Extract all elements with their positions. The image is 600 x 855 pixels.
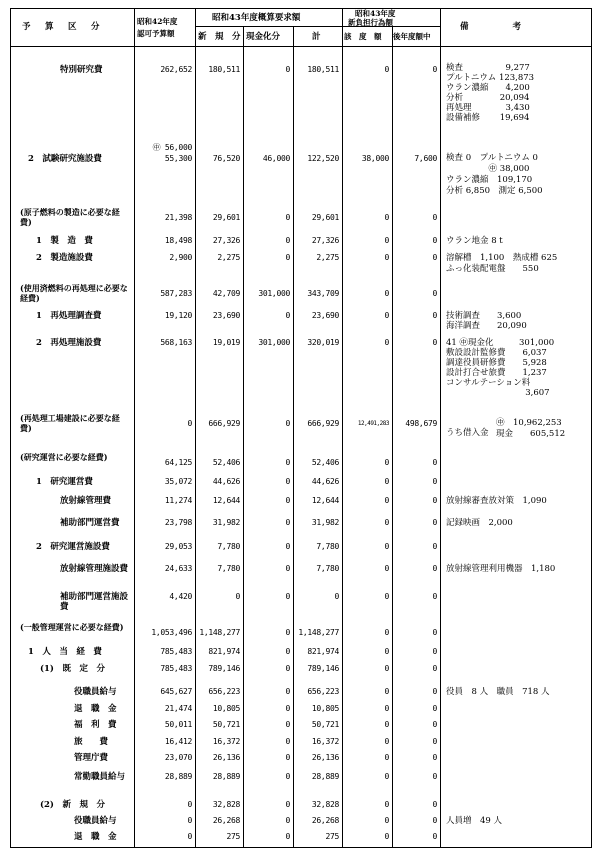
cell-cash: 0: [285, 647, 290, 656]
cell-next: 0: [432, 816, 437, 825]
remark-line: 再処理 3,430: [446, 103, 530, 113]
header-this-year: 該 度 額: [344, 32, 382, 41]
cell-cash: 0: [285, 253, 290, 262]
row-label: 1 人 当 経 費: [28, 647, 102, 657]
cell-prev: 785,483: [160, 647, 192, 656]
cell-cash: 46,000: [262, 154, 290, 163]
remark-line: 設備補修 19,694: [446, 113, 530, 123]
cell-prev: 50,011: [164, 720, 192, 729]
remark-line: 41 ㊥現金化 301,000: [446, 338, 555, 348]
remarks-r15: 放射線管理利用機器 1,180: [446, 564, 556, 574]
row-label: 役職員給与: [74, 816, 117, 826]
row-label: 2 製造施設費: [36, 253, 93, 263]
remarks-r13: 記録映画 2,000: [446, 518, 513, 528]
cell-prev: 35,072: [164, 477, 192, 486]
cell-prev: 0: [187, 832, 192, 841]
cell-new: 656,223: [208, 687, 240, 696]
cell-cur: 0: [384, 720, 389, 729]
row-label: (再処理工場建設に必要な経費): [20, 413, 120, 433]
header-mid-rule: [195, 26, 440, 27]
cell-next: 0: [432, 628, 437, 637]
row-label: (一般管理運営に必要な経費): [20, 622, 124, 632]
cell-new: 12,644: [212, 496, 240, 505]
remark-line: 設計打合せ旅費 1,237: [446, 368, 547, 378]
cell-new: 26,136: [212, 753, 240, 762]
cell-cash: 0: [285, 704, 290, 713]
cell-new: 42,709: [212, 289, 240, 298]
remark-line: ㊥ 38,000: [446, 164, 530, 174]
remark-line: 海洋調査 20,090: [446, 321, 527, 331]
cell-prev: 785,483: [160, 664, 192, 673]
cell-prev-note: ㊥ 56,000: [152, 143, 192, 152]
remark-line: ㊥ 10,962,253: [496, 418, 562, 428]
cell-cur: 0: [384, 496, 389, 505]
row-label: (使用済燃料の再処理に必要な経費): [20, 283, 128, 303]
cell-cash: 0: [285, 800, 290, 809]
header-new: 新 規 分: [198, 32, 241, 42]
cell-total: 26,136: [311, 753, 339, 762]
header-request-title: 昭和43年度概算要求額: [212, 13, 301, 23]
cell-total: 52,406: [311, 458, 339, 467]
cell-cash: 0: [285, 65, 290, 74]
remark-line: 3,607: [446, 388, 550, 398]
cell-cash: 0: [285, 628, 290, 637]
cell-next: 0: [432, 236, 437, 245]
cell-cash: 0: [285, 496, 290, 505]
row-label: 管理庁費: [74, 753, 109, 763]
remark-line: 検査 0 プルトニウム 0: [446, 153, 538, 163]
remarks-r4: ウラン地金 8 t: [446, 236, 503, 246]
remark-line: 敷設設計監修費 6,037: [446, 348, 547, 358]
cell-total: 656,223: [307, 687, 339, 696]
remarks-r9-label: うち借入金: [446, 428, 489, 438]
cell-next: 0: [432, 832, 437, 841]
cell-total: 16,372: [311, 737, 339, 746]
cell-new: 26,268: [212, 816, 240, 825]
cell-prev: 64,125: [164, 458, 192, 467]
row-label: (1) 既 定 分: [40, 664, 105, 674]
cell-prev: 28,889: [164, 772, 192, 781]
cell-new: 10,805: [212, 704, 240, 713]
row-label: 2 研究運営施設費: [36, 542, 110, 552]
cell-cash: 0: [285, 213, 290, 222]
cell-new: 789,146: [208, 664, 240, 673]
cell-total: 29,601: [311, 213, 339, 222]
remarks-r12: 放射線審査放対策 1,090: [446, 496, 547, 506]
row-label: 常勤職員給与: [74, 772, 126, 782]
remark-line: プルトニウム 123,873: [446, 73, 535, 83]
cell-prev: 568,163: [160, 338, 192, 347]
cell-cash: 0: [285, 477, 290, 486]
cell-cur: 0: [384, 289, 389, 298]
cell-cash: 0: [285, 564, 290, 573]
cell-cash: 0: [285, 753, 290, 762]
cell-cash: 301,000: [258, 289, 290, 298]
cell-prev: 23,070: [164, 753, 192, 762]
row-label: 2 試験研究施設費: [28, 154, 102, 164]
cell-next: 0: [432, 687, 437, 696]
cell-cur: 0: [384, 647, 389, 656]
cell-next: 0: [432, 542, 437, 551]
cell-total: 275: [325, 832, 339, 841]
row-label: 退 職 金: [74, 704, 117, 714]
cell-next: 0: [432, 772, 437, 781]
cell-cash: 0: [285, 236, 290, 245]
cell-new: 52,406: [212, 458, 240, 467]
cell-cur: 0: [384, 800, 389, 809]
cell-cur: 0: [384, 753, 389, 762]
cell-cur: 0: [384, 518, 389, 527]
cell-cur: 0: [384, 564, 389, 573]
cell-cur: 0: [384, 687, 389, 696]
cell-total: 122,520: [307, 154, 339, 163]
row-label: 放射線管理施設費: [60, 564, 129, 574]
cell-next: 0: [432, 311, 437, 320]
cell-total: 343,709: [307, 289, 339, 298]
row-label: 福 利 費: [74, 720, 117, 730]
row-label: (原子燃料の製造に必要な経費): [20, 207, 120, 227]
cell-next: 0: [432, 477, 437, 486]
remark-line: 分析 6,850 測定 6,500: [446, 186, 543, 196]
cell-total: 23,690: [311, 311, 339, 320]
cell-cash: 0: [285, 458, 290, 467]
cell-new: 76,520: [212, 154, 240, 163]
row-label: (2) 新 規 分: [40, 800, 105, 810]
cell-new: 16,372: [212, 737, 240, 746]
header-cash: 現金化分: [246, 32, 281, 42]
cell-next: 7,600: [414, 154, 437, 163]
cell-cash: 0: [285, 816, 290, 825]
cell-total: 50,721: [311, 720, 339, 729]
cell-total: 12,644: [311, 496, 339, 505]
row-label: 役職員給与: [74, 687, 117, 697]
cell-cash: 0: [285, 518, 290, 527]
cell-next: 0: [432, 458, 437, 467]
remark-line: ウラン濃縮 109,170: [446, 175, 533, 185]
remark-line: コンサルテーション料: [446, 378, 531, 388]
cell-prev: 21,398: [164, 213, 192, 222]
cell-next: 0: [432, 65, 437, 74]
cell-next: 0: [432, 753, 437, 762]
cell-prev: 24,633: [164, 564, 192, 573]
cell-next: 0: [432, 253, 437, 262]
header-prev-budget-1: 昭和42年度: [137, 17, 178, 26]
cell-next: 0: [432, 496, 437, 505]
cell-prev: 11,274: [164, 496, 192, 505]
cell-total: 180,511: [307, 65, 339, 74]
cell-new: 821,974: [208, 647, 240, 656]
cell-cur: 0: [384, 236, 389, 245]
cell-cur: 0: [384, 704, 389, 713]
cell-total: 1,148,277: [298, 628, 339, 637]
cell-next: 0: [432, 518, 437, 527]
cell-next: 498,679: [405, 419, 437, 428]
cell-new: 28,889: [212, 772, 240, 781]
cell-prev: 16,412: [164, 737, 192, 746]
remarks-r20: 役員 8 人 職員 718 人: [446, 687, 550, 697]
cell-cash: 0: [285, 687, 290, 696]
cell-prev: 262,652: [160, 65, 192, 74]
cell-next: 0: [432, 592, 437, 601]
cell-cur: 0: [384, 213, 389, 222]
header-category: 予 算 区 分: [22, 22, 103, 32]
cell-total: 26,268: [311, 816, 339, 825]
cell-cash: 0: [285, 419, 290, 428]
cell-new: 1,148,277: [199, 628, 240, 637]
cell-next: 0: [432, 213, 437, 222]
cell-total: 0: [334, 592, 339, 601]
cell-total: 10,805: [311, 704, 339, 713]
cell-new: 0: [235, 592, 240, 601]
cell-new: 180,511: [208, 65, 240, 74]
header-total: 計: [312, 32, 321, 42]
cell-next: 0: [432, 338, 437, 347]
cell-prev: 29,053: [164, 542, 192, 551]
cell-total: 7,780: [316, 542, 339, 551]
cell-total: 789,146: [307, 664, 339, 673]
cell-next: 0: [432, 289, 437, 298]
col-line: [440, 8, 441, 848]
cell-cur: 0: [384, 832, 389, 841]
cell-cur: 0: [384, 628, 389, 637]
cell-prev: 1,053,496: [151, 628, 192, 637]
cell-total: 27,326: [311, 236, 339, 245]
cell-prev: 55,300: [164, 154, 192, 163]
header-debt-title-2: 新負担行為額: [348, 18, 393, 27]
row-label: 補助部門運営費: [60, 518, 120, 528]
cell-prev: 0: [187, 816, 192, 825]
cell-next: 0: [432, 720, 437, 729]
cell-new: 27,326: [212, 236, 240, 245]
cell-new: 2,275: [217, 253, 240, 262]
cell-prev: 0: [187, 419, 192, 428]
header-next-year: 後年度額中: [393, 32, 431, 41]
cell-cash: 0: [285, 737, 290, 746]
cell-total: 31,982: [311, 518, 339, 527]
cell-total: 7,780: [316, 564, 339, 573]
cell-prev: 4,420: [169, 592, 192, 601]
cell-new: 50,721: [212, 720, 240, 729]
cell-cur: 0: [384, 737, 389, 746]
remark-line: 調達役員研修費 5,928: [446, 358, 547, 368]
cell-next: 0: [432, 647, 437, 656]
remark-line: 現金 605,512: [496, 429, 566, 439]
cell-cash: 0: [285, 832, 290, 841]
cell-total: 44,626: [311, 477, 339, 486]
cell-new: 32,828: [212, 800, 240, 809]
cell-cur: 0: [384, 477, 389, 486]
cell-cur: 0: [384, 338, 389, 347]
cell-prev: 2,900: [169, 253, 192, 262]
cell-cur: 12,491,283: [357, 420, 389, 427]
cell-total: 666,929: [307, 419, 339, 428]
cell-new: 29,601: [212, 213, 240, 222]
cell-cash: 0: [285, 664, 290, 673]
cell-next: 0: [432, 564, 437, 573]
cell-total: 821,974: [307, 647, 339, 656]
cell-new: 275: [226, 832, 240, 841]
cell-cur: 0: [384, 772, 389, 781]
cell-total: 28,889: [311, 772, 339, 781]
cell-cash: 0: [285, 720, 290, 729]
cell-new: 31,982: [212, 518, 240, 527]
cell-cash: 0: [285, 311, 290, 320]
cell-cur: 0: [384, 664, 389, 673]
cell-cur: 0: [384, 542, 389, 551]
header-bottom-rule: [10, 46, 592, 47]
cell-next: 0: [432, 737, 437, 746]
cell-total: 320,019: [307, 338, 339, 347]
cell-cur: 0: [384, 458, 389, 467]
cell-cash: 0: [285, 772, 290, 781]
cell-cur: 0: [384, 592, 389, 601]
cell-cash: 0: [285, 592, 290, 601]
header-remarks: 備 考: [460, 22, 524, 32]
cell-next: 0: [432, 664, 437, 673]
cell-total: 32,828: [311, 800, 339, 809]
row-label: 1 研究運営費: [36, 477, 93, 487]
row-label: 退 職 金: [74, 832, 117, 842]
row-label: 旅 費: [74, 737, 109, 747]
cell-cur: 0: [384, 65, 389, 74]
cell-cur: 0: [384, 253, 389, 262]
cell-cash: 0: [285, 542, 290, 551]
cell-total: 2,275: [316, 253, 339, 262]
cell-cur: 0: [384, 311, 389, 320]
cell-next: 0: [432, 704, 437, 713]
remark-line: 分析 20,094: [446, 93, 530, 103]
cell-prev: 587,283: [160, 289, 192, 298]
remark-line: ふっ化装配電盤 550: [446, 264, 539, 274]
header-debt-title-1: 昭和43年度: [355, 9, 396, 18]
cell-next: 0: [432, 800, 437, 809]
remark-line: 検査 9,277: [446, 63, 530, 73]
cell-new: 44,626: [212, 477, 240, 486]
cell-cur: 38,000: [361, 154, 389, 163]
cell-prev: 0: [187, 800, 192, 809]
cell-cur: 0: [384, 816, 389, 825]
row-label: 放射線管理費: [60, 496, 112, 506]
cell-prev: 19,120: [164, 311, 192, 320]
cell-prev: 645,627: [160, 687, 192, 696]
cell-new: 666,929: [208, 419, 240, 428]
remark-line: 溶解槽 1,100 熱成槽 625: [446, 253, 558, 263]
row-label: 1 再処理調査費: [36, 311, 102, 321]
cell-prev: 23,798: [164, 518, 192, 527]
cell-new: 7,780: [217, 542, 240, 551]
row-label: 2 再処理施設費: [36, 338, 102, 348]
cell-prev: 21,474: [164, 704, 192, 713]
row-label: 1 製 造 費: [36, 236, 93, 246]
cell-cash: 301,000: [258, 338, 290, 347]
remarks-r27: 人員増 49 人: [446, 816, 503, 826]
row-label: (研究運営に必要な経費): [20, 452, 108, 462]
remark-line: 技術調査 3,600: [446, 311, 522, 321]
row-label: 特別研究費: [60, 65, 103, 75]
cell-prev: 18,498: [164, 236, 192, 245]
cell-new: 19,019: [212, 338, 240, 347]
header-prev-budget-2: 認可予算額: [137, 29, 175, 38]
cell-new: 7,780: [217, 564, 240, 573]
cell-new: 23,690: [212, 311, 240, 320]
row-label: 補助部門運営施設費: [60, 592, 129, 612]
remark-line: ウラン濃縮 4,200: [446, 83, 530, 93]
